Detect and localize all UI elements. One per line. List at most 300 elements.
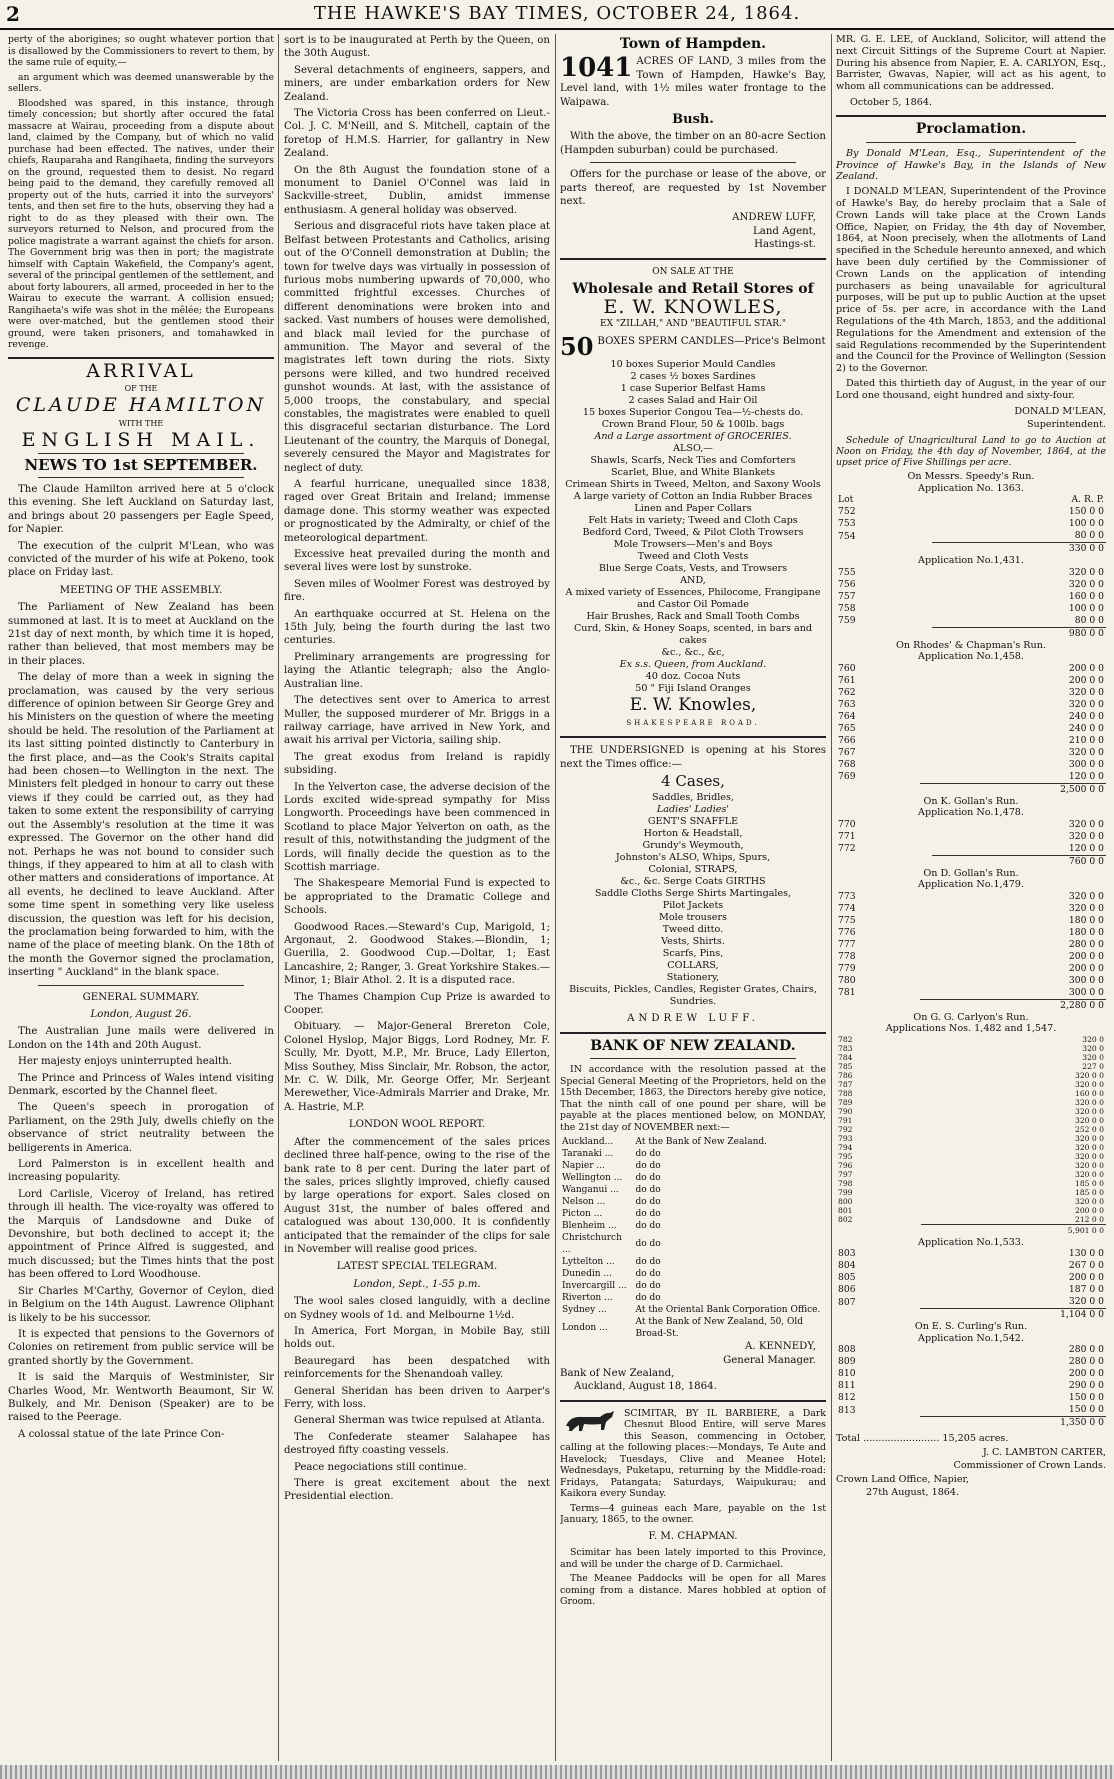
table-row [836,939,1106,951]
payment-place: do do [635,1221,661,1232]
lot-table [836,1344,1106,1429]
table-row [836,759,1106,771]
lot-acreage: 320 0 0 [1068,566,1104,578]
section-head: GENERAL SUMMARY. [82,991,200,1003]
payment-place: do do [635,1149,661,1160]
lot-number: 797 [838,1169,853,1179]
table-row [836,903,1106,915]
lot-acreage: 320 0 0 [1075,1106,1104,1116]
table-row [836,1272,1106,1284]
lot-acreage: 252 0 0 [1075,1124,1104,1134]
branch-name: Blenheim ... [562,1221,617,1232]
divider [590,162,796,163]
list-item: A large variety of Cotton an India Rubber Braces [573,491,813,503]
lot-acreage: 320 0 0 [1068,890,1104,902]
divider [560,1400,826,1402]
lot-number: 790 [838,1106,853,1116]
lot-number: 811 [838,1380,856,1392]
lot-acreage: 290 0 0 [1068,1380,1104,1392]
ad-text: With the above, the timber on an 80-acre Section (Hampden suburban) could be purchased. [560,131,826,156]
signature-line: Superintendent. [1026,418,1106,430]
ad-signature: E. W. Knowles, [629,695,757,716]
headline-ship: CLAUDE HAMILTON [15,394,267,417]
table-row [836,1206,1106,1215]
lot-acreage: 320 0 0 [1068,1296,1104,1308]
article-paragraph: After the commencement of the sales prices declined three half-pence, owing to the rise of the bank rate to 8 per cent. During the later part of the sales, prices slightly improved, chiefly caused by large operations for export. Sales closed on August 31st, the number of bales offered and catalogued was about 130,000. It is confidently anticipated that the remainder of the clips for sale in November will realise good prices. [284,1136,550,1255]
article-paragraph: On the 8th August the foundation stone of a monument to Daniel O'Connel was laid in Sackville-street, Dublin, amidst immense enthusiasm. A general holiday was observed. [284,164,550,216]
lot-number: 760 [838,662,856,674]
subtotal-spacer [836,1417,920,1430]
lot-acreage: 200 0 0 [1075,1205,1104,1215]
lot-acreage: 210 0 0 [1068,734,1104,746]
subtotal: 330 0 0 [932,543,1106,556]
run-name: On Messrs. Speedy's Run. [907,471,1035,483]
list-item: A mixed variety of Essences, Philocome, Frangipane and Castor Oil Pomade [565,587,821,611]
lot-number: 794 [838,1142,853,1152]
signature-line: J. C. LAMBTON CARTER, [982,1446,1106,1458]
table-row [560,1172,826,1184]
lot-acreage: 320 0 0 [1068,746,1104,758]
table-row [836,567,1106,579]
lot-acreage: 320 0 0 [1075,1151,1104,1161]
list-item: 10 boxes Superior Mould Candles [610,359,776,371]
lot-number: 762 [838,686,856,698]
lot-number: 777 [838,938,856,950]
lot-acreage: 320 0 0 [1075,1196,1104,1206]
ad-headline: Town of Hampden. [619,36,767,52]
table-row [836,1035,1106,1044]
subtotal-row [836,783,1106,796]
lot-number: 798 [838,1178,853,1188]
article-paragraph: General Sheridan has been driven to Aarper's Ferry, with loss. [284,1385,550,1410]
headline-mail: ENGLISH MAIL. [21,429,261,452]
lot-acreage: 300 0 0 [1068,986,1104,998]
ad-signature: ANDREW LUFF. [627,1013,759,1025]
lot-acreage: 300 0 0 [1068,758,1104,770]
application-number: Application No.1,431. [918,555,1024,567]
article-paragraph: An earthquake occurred at St. Helena on the 15th July, being the fourth during the last two centuries. [284,608,550,647]
table-row [836,1170,1106,1179]
lot-acreage: 130 0 0 [1068,1248,1104,1260]
application-number: Application No.1,478. [918,807,1024,819]
article-paragraph: The execution of the culprit M'Lean, who was convicted of the murder of his wife at Pokeno, took place on Friday last. [8,540,274,579]
table-row [836,831,1106,843]
lot-acreage: 240 0 0 [1068,722,1104,734]
table-row [836,1392,1106,1404]
lot-acreage: 120 0 0 [1068,842,1104,854]
lot-acreage: 200 0 0 [1068,950,1104,962]
list-item: COLLARS, [667,960,719,972]
payment-place: do do [635,1239,661,1250]
ad-text: THE UNDERSIGNED is opening at his Stores next the Times office:— [560,745,826,770]
horse-illustration [560,1408,620,1436]
list-item: Tweed and Cloth Vests [637,551,749,563]
lot-acreage: 160 0 0 [1068,590,1104,602]
lot-acreage: 185 0 0 [1075,1178,1104,1188]
subtotal: 1,104 0 0 [920,1309,1106,1322]
lot-number: 793 [838,1133,853,1143]
table-row [836,1152,1106,1161]
table-row [836,1404,1106,1417]
dateline: Crown Land Office, Napier, [836,1473,970,1485]
lot-number: 768 [838,758,856,770]
lot-table [836,1248,1106,1321]
article-paragraph: Preliminary arrangements are progressing for laying the Atlantic telegraph; also the Anglo-Australian line. [284,651,550,690]
list-item: GENT'S SNAFFLE [647,816,739,828]
payment-place: do do [635,1173,661,1184]
grand-total-value: 15,205 acres. [942,1433,1009,1445]
headline-with: WITH THE [118,418,164,428]
lot-number: 809 [838,1356,856,1368]
unit-header: A. R. P. [1071,494,1104,506]
table-row [836,1260,1106,1272]
headline-news: NEWS TO 1st SEPTEMBER. [24,455,258,474]
table-row [836,1098,1106,1107]
branch-name: Nelson ... [562,1197,606,1208]
proclamation-heading: Proclamation. [915,121,1027,138]
table-row [836,675,1106,687]
article-paragraph: an argument which was deemed unanswerable by the sellers. [8,71,274,94]
lot-number: 778 [838,950,856,962]
lot-acreage: 320 0 0 [1068,686,1104,698]
lot-number: 786 [838,1070,853,1080]
list-item: Mole Trowsers—Men's and Boys [613,539,773,551]
lot-acreage: 280 0 0 [1068,938,1104,950]
lot-number: 771 [838,830,856,842]
table-row [836,1161,1106,1170]
subtotal-spacer [836,999,920,1012]
lot-acreage: 200 0 0 [1068,1272,1104,1284]
table-row [560,1160,826,1172]
article-paragraph: The Prince and Princess of Wales intend visiting Denmark, escorted by the Channel fleet. [8,1072,274,1097]
table-row [836,1296,1106,1309]
table-row [836,1344,1106,1356]
notice-text: Dated this thirtieth day of August, in the year of our Lord one thousand, eight hundred and sixty-four. [836,377,1106,401]
lot-acreage: 320 0 0 [1075,1079,1104,1089]
ad-text: The Meanee Paddocks will be open for all Mares coming from a distance. Mares hobbled at option of Groom. [560,1573,826,1608]
schedule-runs [836,471,1106,1429]
lot-number: 792 [838,1124,853,1134]
branch-name: London ... [562,1323,608,1334]
table-row [560,1280,826,1292]
branch-name: Invercargill ... [562,1281,627,1292]
subtotal: 980 0 0 [932,627,1106,640]
lot-number: 755 [838,566,856,578]
lot-number: 803 [838,1248,856,1260]
ad-text: ACRES OF LAND, 3 miles from the Town of Hampden, Hawke's Bay, Level land, with 1½ miles water frontage to the Waipawa. [560,56,826,108]
run-block [836,1012,1106,1237]
article-paragraph: Beauregard has been despatched with reinforcements for the Shenandoah valley. [284,1355,550,1381]
ad-text: BOXES SPERM CANDLES—Price's Belmont [597,336,826,348]
dateline: October 5, 1864. [850,96,932,108]
lot-number: 770 [838,818,856,830]
grand-total-label: Total [836,1433,861,1445]
article-paragraph: sort is to be inaugurated at Perth by the Queen, on the 30th August. [284,35,550,60]
table-row [836,1125,1106,1134]
payment-place: At the Bank of New Zealand, 50, Old Broad-St. [635,1317,804,1340]
payment-place: do do [635,1293,661,1304]
branch-name: Dunedin ... [562,1269,613,1280]
lot-number: 761 [838,674,856,686]
list-item: Crimean Shirts in Tweed, Melton, and Saxony Wools [565,479,821,491]
lot-number: 807 [838,1296,856,1308]
lot-acreage: 320 0 0 [1068,830,1104,842]
lot-acreage: 280 0 0 [1068,1344,1104,1356]
lot-number: 787 [838,1079,853,1089]
list-item: Johnston's ALSO, Whips, Spurs, [615,852,771,864]
dateline: Auckland, August 18, 1864. [574,1381,717,1393]
table-row [560,1148,826,1160]
lot-acreage: 320 0 0 [1068,698,1104,710]
table-row [560,1268,826,1280]
lot-number: 804 [838,1260,856,1272]
article-paragraph: The Confederate steamer Salahapee has destroyed fifty coasting vessels. [284,1431,550,1457]
list-item: Crown Brand Flour, 50 & 100lb. bags [601,419,785,431]
article-paragraph: The delay of more than a week in signing the proclamation, was caused by the very serious difference of opinion between Sir George Grey and his Ministers on the question of where the meeting should be held. The resolution of the Parliament at its last sitting pointed distinctly to Canterbury in the first place, and—as the Cook's Straits capital had been chosen—to Wellington in the next. The Ministers felt pledged in honour to carry out these views if they could be carried out, as they had taken to some extent the responsibility of carrying out the Assembly's resolution at the time it was expressed. The Governor on the other hand did not. Perhaps he was not bound to consider such things, if they appeared to him at all to clash with other matters and considerations of importance. At all events, he declined to leave Auckland. After some time spent in something very like useless discussion, the question was left for his decision, the proclamation being forwarded to him, with the name of the place of meeting blank. On the 18th of the month the Governor signed the proclamation, inserting " Auckland" in the blank space. [8,672,274,979]
table-header [836,494,1106,506]
application-number: Application No.1,479. [918,879,1024,891]
headline-arrival: ARRIVAL [86,359,196,382]
ad-address: SHAKESPEARE ROAD. [626,718,760,727]
lot-number: 759 [838,615,856,627]
divider [8,357,274,359]
lot-number: 791 [838,1115,853,1125]
ad-headline: Wholesale and Retail Stores of [572,281,814,298]
lot-acreage: 320 0 0 [1068,578,1104,590]
lot-number: 772 [838,843,856,855]
lot-acreage: 320 0 0 [1068,902,1104,914]
application-number: Application No. 1363. [918,482,1024,494]
page-number: 2 [6,2,20,26]
run-block [836,796,1106,868]
signature-line: General Manager. [723,1354,816,1366]
ad-line: ON SALE AT THE [652,266,734,277]
lot-number: 806 [838,1284,856,1296]
dateline: Bank of New Zealand, [560,1367,675,1379]
lot-acreage: 320 0 0 [1075,1070,1104,1080]
lot-acreage: 320 0 0 [1075,1160,1104,1170]
subtotal-row [836,999,1106,1012]
lot-number: 756 [838,578,856,590]
article-paragraph: The Thames Champion Cup Prize is awarded to Cooper. [284,991,550,1017]
ad-text: IN accordance with the resolution passed at the Special General Meeting of the Proprietors, held on the 15th December, 1863, the Directors hereby give notice, That the ninth call of one pound per share, will be payable at the places mentioned below, on MONDAY, the 21st day of NOVEMBER next:— [560,1064,826,1133]
ad-headline: 4 Cases, [661,771,725,790]
article-paragraph: Her majesty enjoys uninterrupted health. [18,1056,232,1068]
list-item: Mole trousers [659,912,727,924]
run-block [836,1321,1106,1429]
list-item: Scarfs, Pins, [662,948,724,960]
bank-branch-table [560,1136,826,1340]
article-paragraph: Seven miles of Woolmer Forest was destroyed by fire. [284,578,550,604]
lot-number: 765 [838,722,856,734]
ad-text: SCIMITAR, BY IL BARBIERE, a Dark Chesnut Blood Entire, will serve Mares this Season, commencing in October, calling at the following places:—Mondays, Te Aute and Havelock; Tuesdays, Clive and Meanee Hotel; Wednesdays, Puketapu, returning by the Middle-road: Fridays, Patangata; Saturdays, Waipukurau; and Kaikora every Sunday. [560,1407,826,1500]
lot-table [836,819,1106,868]
ad-signature: F. M. CHAPMAN. [648,1530,738,1542]
table-row [560,1136,826,1148]
table-row [836,506,1106,518]
table-row [836,771,1106,784]
lot-acreage: 200 0 0 [1068,962,1104,974]
column-rule [278,34,279,1761]
table-row [836,1368,1106,1380]
payment-place: do do [635,1281,661,1292]
lot-acreage: 320 0 0 [1075,1097,1104,1107]
table-row [836,699,1106,711]
schedule-title: Schedule of Unagricultural Land to go to Auction at Noon on Friday, the 4th day of November, 1864, at the upset price of Five Shillings per acre. [836,435,1106,469]
list-item: Pilot Jackets [662,900,724,912]
lot-acreage: 80 0 0 [1074,530,1104,542]
table-row [560,1196,826,1208]
subtotal: 1,350 0 0 [920,1417,1106,1430]
divider [590,1058,796,1059]
run-name: On Rhodes' & Chapman's Run. [896,639,1046,651]
list-item: Felt Hats in variety; Tweed and Cloth Caps [588,515,798,527]
list-item: 40 doz. Cocoa Nuts [645,671,741,683]
branch-name: Napier ... [562,1161,605,1172]
ad-big-number: 50 [560,332,594,362]
lot-acreage: 200 0 0 [1068,674,1104,686]
lot-number: 779 [838,962,856,974]
signature-line: A. KENNEDY, [745,1341,816,1353]
application-number: Application No.1,533. [918,1236,1024,1248]
run-block [836,471,1106,555]
application-number: Application No.1,458. [918,651,1024,663]
table-row [836,1356,1106,1368]
signature-line: DONALD M'LEAN, [1014,405,1106,417]
run-name: On K. Gollan's Run. [923,795,1019,807]
ad-line: EX "ZILLAH," AND "BEAUTIFUL STAR." [600,318,786,329]
table-row [836,1080,1106,1089]
lot-acreage: 187 0 0 [1068,1284,1104,1296]
lot-acreage: 227 0 [1082,1061,1104,1071]
table-row [836,927,1106,939]
subtotal-row [836,1417,1106,1430]
article-paragraph: There is great excitement about the next Presidential election. [284,1478,550,1503]
column-4 [836,34,1106,1761]
list-item: And a Large assortment of GROCERIES. [594,431,792,443]
lot-acreage: 100 0 0 [1068,518,1104,530]
table-row [560,1220,826,1232]
table-row [836,723,1106,735]
lot-number: 812 [838,1392,856,1404]
signature-line: Commissioner of Crown Lands. [953,1460,1106,1472]
lot-table [836,567,1106,640]
lot-acreage: 320 0 [1082,1052,1104,1062]
lot-number: 802 [838,1215,853,1225]
lot-acreage: 320 0 0 [1075,1133,1104,1143]
dateline: London, August 26. [90,1008,192,1020]
subtotal-row [836,627,1106,640]
article-paragraph: perty of the aborigines; so ought whatever portion that is disallowed by the Commissioners to revert to them, by the same rule of equity,— [8,34,274,68]
section-head: MEETING OF THE ASSEMBLY. [59,584,223,596]
table-row [836,518,1106,530]
lot-acreage: 150 0 0 [1068,1392,1104,1404]
table-row [836,1044,1106,1053]
article-paragraph: The wool sales closed languidly, with a decline on Sydney wools of 1d. and Melbourne 1½d. [284,1296,550,1321]
list-item: Blue Serge Coats, Vests, and Trowsers [598,563,788,575]
payment-place: do do [635,1197,661,1208]
list-item: ALSO,— [673,443,713,455]
lot-number: 781 [838,987,856,999]
lot-number: 801 [838,1205,853,1215]
lot-number: 784 [838,1052,853,1062]
lot-number: 753 [838,518,856,530]
list-item: 15 boxes Superior Congou Tea—½-chests do. [582,407,804,419]
newspaper-title: THE HAWKE'S BAY TIMES, OCTOBER 24, 1864. [313,3,801,24]
table-row [836,891,1106,903]
lot-number: 788 [838,1088,853,1098]
article-paragraph: Obituary. — Major-General Brereton Cole, Colonel Hyslop, Major Biggs, Lord Rodney, Mr. F. Scully, Mr. Dyott, M.P., Mr. Bruce, Lady Ellerton, Miss Southey, Miss Sinclair, Mr. Robson, the actor, Mr. C. W. Dilk, Mr. George Offer, Mr. Serjeant Merewether, Vice-Admirals Marrier and Drake, Mr. A. Hastrie, M.P. [284,1021,550,1113]
article-paragraph: The Queen's speech in prorogation of Parliament, on the 29th July, dwells chiefly on the observance of strict neutrality between the belligerents in America. [8,1102,274,1154]
subtotal: 2,500 0 0 [920,783,1106,796]
table-row [836,1188,1106,1197]
table-row [560,1184,826,1196]
subtotal-spacer [836,855,932,868]
article-paragraph: General Sherman was twice repulsed at Atlanta. [294,1415,545,1427]
application-number: Application No.1,542. [918,1332,1024,1344]
section-head: LONDON WOOL REPORT. [348,1119,486,1131]
lot-number: 757 [838,590,856,602]
payment-place: do do [635,1269,661,1280]
list-item: Colonial, STRAPS, [648,864,738,876]
payment-place: do do [635,1257,661,1268]
lot-number: 752 [838,506,856,518]
run-block [836,555,1106,640]
lot-acreage: 240 0 0 [1068,710,1104,722]
lot-number: 763 [838,698,856,710]
lot-acreage: 320 0 0 [1075,1142,1104,1152]
table-row [560,1292,826,1304]
article-paragraph: Lord Carlisle, Viceroy of Ireland, has retired through ill health. The vice-royalty was offered to the Marquis of Landsdowne and Duke of Devonshire, but both declined to accept it; the appointment of Prince Alfred is suggested, and much discussed; but the Times hints that the post has been offered to Lord Woodhouse. [8,1188,274,1281]
table-row [836,975,1106,987]
subtotal-spacer [836,543,932,556]
article-paragraph: In America, Fort Morgan, in Mobile Bay, still holds out. [284,1325,550,1351]
list-item: Scarlet, Blue, and White Blankets [610,467,776,479]
lot-acreage: 200 0 0 [1068,1368,1104,1380]
subtotal-spacer [836,1224,921,1237]
subtotal-spacer [836,627,932,640]
article-paragraph: The Australian June mails were delivered in London on the 14th and 20th August. [8,1026,274,1051]
list-item: &c., &c. Serge Coats GIRTHS [620,876,766,888]
lot-number: 767 [838,746,856,758]
page-bottom-border [0,1765,1114,1779]
lot-acreage: 320 0 0 [1075,1169,1104,1179]
lot-acreage: 280 0 0 [1068,1356,1104,1368]
table-row [836,1134,1106,1143]
table-row [836,1248,1106,1260]
lot-number: 800 [838,1196,853,1206]
lot-acreage: 120 0 0 [1068,770,1104,782]
ad-text: Offers for the purchase or lease of the above, or parts thereof, are requested by 1st November next. [560,169,826,208]
subtotal-row [836,543,1106,556]
table-row [836,1215,1106,1225]
dateline: London, Sept., 1-55 p.m. [353,1278,481,1290]
divider [38,985,244,986]
table-row [836,951,1106,963]
article-paragraph: Peace negociations still continue. [294,1461,467,1473]
lot-number: 810 [838,1368,856,1380]
notice-text: By Donald M'Lean, Esq., Superintendent of the Province of Hawke's Bay, in the Islands of New Zealand. [836,147,1106,183]
lot-number: 769 [838,771,856,783]
lot-table [836,1035,1106,1237]
payment-place: do do [635,1209,661,1220]
masthead [0,0,1114,30]
divider [560,736,826,738]
list-item: Bedford Cord, Tweed, & Pilot Cloth Trowsers [582,527,804,539]
list-item: Ex s.s. Queen, from Auckland. [619,659,767,671]
branch-name: Wellington ... [562,1173,623,1184]
grand-total-row: Total ......................... 15,205 acres. [836,1433,1009,1445]
